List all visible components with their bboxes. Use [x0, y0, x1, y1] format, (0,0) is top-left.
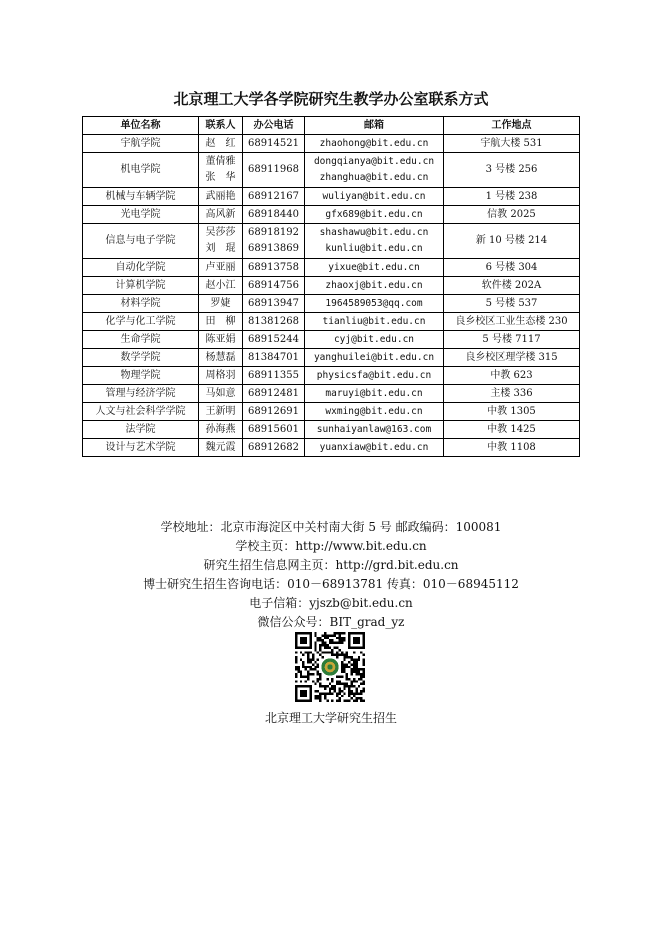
contact-cell-line: 赵小江: [205, 279, 236, 291]
unit-cell: 计算机学院: [83, 277, 199, 295]
contact-cell-line: 孙海燕: [205, 423, 236, 435]
phone-cell-line: 68912481: [248, 387, 299, 399]
contact-cell-line: 董倩雅: [205, 156, 236, 167]
table-row: [83, 421, 580, 439]
email-cell: [305, 295, 444, 313]
email-cell-line[interactable]: dongqianya@bit.edu.cn: [313, 156, 435, 167]
contact-cell: [199, 259, 243, 277]
table-row: [83, 439, 580, 457]
phone-cell: [243, 135, 305, 153]
email-cell-line[interactable]: gfx689@bit.edu.cn: [325, 208, 423, 220]
email-cell: [305, 439, 444, 457]
table-body: [83, 135, 580, 457]
email-cell-line[interactable]: zhaoxj@bit.edu.cn: [325, 279, 423, 291]
phone-cell-line: 68911355: [248, 369, 299, 381]
table-row: [83, 295, 580, 313]
column-header-email: 邮箱: [305, 117, 444, 135]
location-cell: 1 号楼 238: [444, 188, 580, 206]
contact-cell: [199, 439, 243, 457]
phone-cell: [243, 224, 305, 259]
phone-cell-line: 68912682: [248, 441, 299, 453]
email-cell: [305, 224, 444, 259]
contact-footer: [0, 518, 662, 632]
email-cell-line[interactable]: tianliu@bit.edu.cn: [322, 315, 426, 327]
contact-cell: [199, 313, 243, 331]
column-header-location: 工作地点: [444, 117, 580, 135]
location-cell: 主楼 336: [444, 385, 580, 403]
location-cell: 中教 1305: [444, 403, 580, 421]
location-cell: 良乡校区工业生态楼 230: [444, 313, 580, 331]
phone-cell: [243, 331, 305, 349]
contact-cell-line: 魏元霞: [205, 441, 236, 453]
email-cell: [305, 259, 444, 277]
email-cell: [305, 367, 444, 385]
email-cell-line[interactable]: zhaohong@bit.edu.cn: [319, 137, 429, 149]
school-homepage[interactable]: 学校主页：http://www.bit.edu.cn: [235, 539, 427, 553]
email-cell-line[interactable]: 1964589053@qq.com: [325, 297, 423, 309]
contact-cell: [199, 224, 243, 259]
location-cell: 6 号楼 304: [444, 259, 580, 277]
unit-cell: 物理学院: [83, 367, 199, 385]
phone-cell: [243, 295, 305, 313]
contact-cell-line: 刘 琨: [205, 243, 236, 254]
location-cell: 软件楼 202A: [444, 277, 580, 295]
unit-cell: 机械与车辆学院: [83, 188, 199, 206]
phone-cell-line: 68918440: [248, 208, 299, 220]
wechat-account: 微信公众号：BIT_grad_yz: [257, 615, 405, 629]
phone-cell: [243, 313, 305, 331]
unit-cell: 化学与化工学院: [83, 313, 199, 331]
contact-cell-line: 王新明: [205, 405, 236, 417]
phone-cell: [243, 439, 305, 457]
contact-cell-line: 田 柳: [205, 315, 236, 327]
phone-cell-line: 68918192: [248, 227, 299, 238]
contact-cell-line: 赵 红: [205, 137, 236, 149]
email-cell: [305, 313, 444, 331]
table-row: [83, 259, 580, 277]
phone-cell: [243, 421, 305, 439]
table-row: [83, 277, 580, 295]
table-row: [83, 403, 580, 421]
contact-email[interactable]: 电子信箱：yjszb@bit.edu.cn: [249, 596, 413, 610]
table-row: [83, 153, 580, 188]
email-cell-line[interactable]: sunhaiyanlaw@163.com: [316, 423, 432, 435]
phone-cell-line: 68912167: [248, 190, 299, 202]
qr-caption: 北京理工大学研究生招生: [264, 711, 397, 725]
location-cell: 中教 1425: [444, 421, 580, 439]
contact-table: [82, 116, 580, 457]
email-cell-line[interactable]: yuanxiaw@bit.edu.cn: [319, 441, 429, 453]
email-cell-line[interactable]: cyj@bit.edu.cn: [333, 333, 415, 345]
email-cell: [305, 277, 444, 295]
phone-cell: [243, 277, 305, 295]
unit-cell: 信息与电子学院: [83, 224, 199, 259]
contact-cell-line: 罗婕: [210, 297, 231, 309]
phone-cell: [243, 259, 305, 277]
unit-cell: 光电学院: [83, 206, 199, 224]
phone-cell-line: 68915601: [248, 423, 299, 435]
location-cell: 5 号楼 537: [444, 295, 580, 313]
phone-cell-line: 68913869: [248, 243, 299, 254]
contact-cell-line: 吴莎莎: [205, 227, 236, 238]
location-cell: 宇航大楼 531: [444, 135, 580, 153]
email-cell-line[interactable]: yanghuilei@bit.edu.cn: [313, 351, 435, 363]
email-cell-line[interactable]: wuliyan@bit.edu.cn: [322, 190, 426, 202]
email-cell-line[interactable]: shashawu@bit.edu.cn: [319, 227, 429, 238]
contact-cell: [199, 153, 243, 188]
email-cell: [305, 385, 444, 403]
contact-cell: [199, 421, 243, 439]
unit-cell: 设计与艺术学院: [83, 439, 199, 457]
phone-cell: [243, 188, 305, 206]
contact-cell: [199, 188, 243, 206]
email-cell-line[interactable]: wxming@bit.edu.cn: [325, 405, 423, 417]
email-cell: [305, 206, 444, 224]
unit-cell: 人文与社会科学学院: [83, 403, 199, 421]
table-row: [83, 331, 580, 349]
unit-cell: 材料学院: [83, 295, 199, 313]
table-row: [83, 135, 580, 153]
table-header-row: [83, 117, 580, 135]
contact-cell-line: 武丽艳: [205, 190, 236, 202]
table-row: [83, 349, 580, 367]
location-cell: 中教 623: [444, 367, 580, 385]
table-row: [83, 385, 580, 403]
contact-cell-line: 马如意: [205, 387, 236, 399]
unit-cell: 宇航学院: [83, 135, 199, 153]
phone-cell-line: 68912691: [248, 405, 299, 417]
phone-cell-line: 68913947: [248, 297, 299, 309]
phone-cell-line: 81384701: [248, 351, 299, 363]
contact-cell: [199, 206, 243, 224]
contact-cell-line: 高风新: [205, 208, 236, 220]
contact-cell-line: 卢亚丽: [205, 261, 236, 273]
email-cell-line[interactable]: physicsfa@bit.edu.cn: [316, 369, 432, 381]
email-cell-line[interactable]: zhanghua@bit.edu.cn: [319, 172, 429, 183]
table-row: [83, 188, 580, 206]
phd-consult-phone: 博士研究生招生咨询电话：010－68913781 传真：010－68945112: [143, 577, 519, 591]
location-cell: 中教 1108: [444, 439, 580, 457]
contact-cell: [199, 277, 243, 295]
phone-cell-line: 81381268: [248, 315, 299, 327]
column-header-unit: 单位名称: [83, 117, 199, 135]
email-cell: [305, 403, 444, 421]
phone-cell-line: 68913758: [248, 261, 299, 273]
email-cell: [305, 349, 444, 367]
table-row: [83, 224, 580, 259]
email-cell: [305, 135, 444, 153]
location-cell: 良乡校区理学楼 315: [444, 349, 580, 367]
contact-cell: [199, 135, 243, 153]
phone-cell-line: 68914521: [248, 137, 299, 149]
table-row: [83, 313, 580, 331]
location-cell: 5 号楼 7117: [444, 331, 580, 349]
contact-cell: [199, 385, 243, 403]
contact-cell: [199, 349, 243, 367]
email-cell-line[interactable]: yixue@bit.edu.cn: [328, 261, 420, 273]
column-header-contact: 联系人: [199, 117, 243, 135]
contact-cell-line: 杨慧磊: [205, 351, 236, 363]
location-cell: 新 10 号楼 214: [444, 224, 580, 259]
phone-cell-line: 68911968: [248, 164, 299, 175]
unit-cell: 生命学院: [83, 331, 199, 349]
page-title: 北京理工大学各学院研究生教学办公室联系方式: [173, 90, 489, 108]
email-cell-line[interactable]: maruyi@bit.edu.cn: [325, 387, 423, 399]
email-cell: [305, 421, 444, 439]
phone-cell: [243, 403, 305, 421]
email-cell: [305, 188, 444, 206]
location-cell: 信教 2025: [444, 206, 580, 224]
contact-cell: [199, 403, 243, 421]
contact-cell: [199, 295, 243, 313]
phone-cell: [243, 206, 305, 224]
location-cell: 3 号楼 256: [444, 153, 580, 188]
unit-cell: 机电学院: [83, 153, 199, 188]
phone-cell: [243, 349, 305, 367]
table-row: [83, 367, 580, 385]
table-row: [83, 206, 580, 224]
email-cell: [305, 331, 444, 349]
unit-cell: 法学院: [83, 421, 199, 439]
unit-cell: 自动化学院: [83, 259, 199, 277]
contact-cell: [199, 367, 243, 385]
phone-cell-line: 68915244: [248, 333, 299, 345]
phone-cell: [243, 385, 305, 403]
contact-cell-line: 张 华: [205, 172, 236, 183]
unit-cell: 数学学院: [83, 349, 199, 367]
contact-cell-line: 周格羽: [205, 369, 236, 381]
contact-cell: [199, 331, 243, 349]
phone-cell: [243, 153, 305, 188]
contact-cell-line: 陈亚娟: [205, 333, 236, 345]
email-cell: [305, 153, 444, 188]
email-cell-line[interactable]: kunliu@bit.edu.cn: [325, 243, 423, 254]
unit-cell: 管理与经济学院: [83, 385, 199, 403]
school-address: 学校地址：北京市海淀区中关村南大街 5 号 邮政编码：100081: [160, 520, 502, 534]
admission-site[interactable]: 研究生招生信息网主页：http://grd.bit.edu.cn: [203, 558, 459, 572]
phone-cell-line: 68914756: [248, 279, 299, 291]
qr-code-icon: [295, 632, 365, 702]
phone-cell: [243, 367, 305, 385]
column-header-phone: 办公电话: [243, 117, 305, 135]
